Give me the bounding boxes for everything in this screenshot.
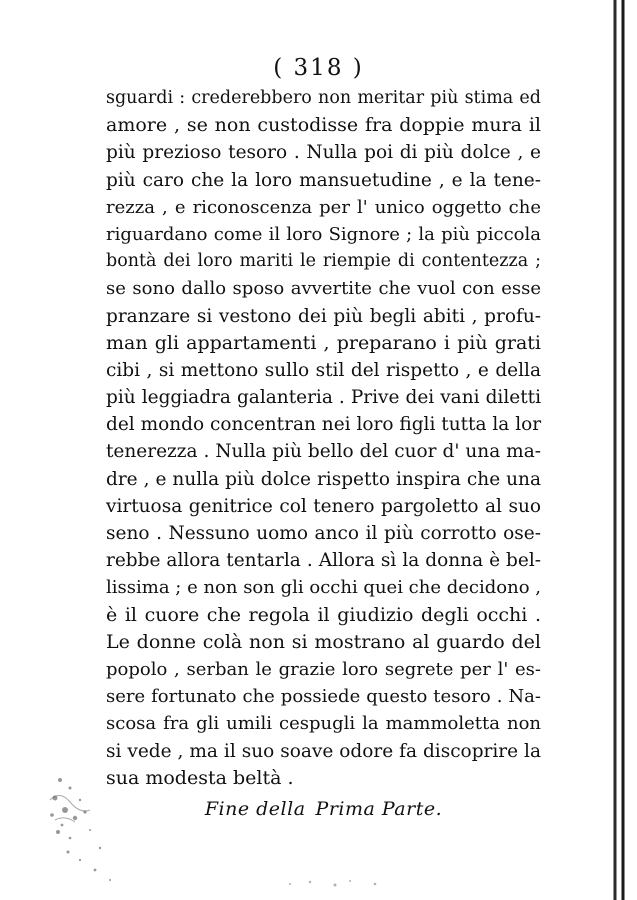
- text-line: rezza , e riconoscenza per l' unico oggetto che: [106, 196, 541, 218]
- text-line: sguardi : crederebbero non meritar più stima ed: [106, 88, 541, 108]
- text-line: amore , se non custodisse fra doppie mura il: [106, 114, 541, 137]
- text-line: pranzare si vestono dei più begli abiti , profu-: [106, 305, 541, 327]
- text-line: se sono dallo sposo avvertite che vuol con esse: [106, 278, 541, 300]
- text-line: bontà dei loro mariti le riempie di contentezza ;: [106, 251, 541, 272]
- text-line: scosa fra gli umili cespugli la mammoletta non: [106, 713, 541, 735]
- text-line: tenerezza . Nulla più bello del cuor d' una ma-: [106, 441, 541, 463]
- text-line: sua modesta beltà .: [106, 766, 294, 789]
- text-line: popolo , serban le grazie loro segrete per l' es-: [106, 658, 541, 680]
- text-line: del mondo concentran nei loro figli tutta la lor: [106, 414, 542, 436]
- ink-stain: [40, 760, 150, 890]
- text-line: lissima ; e non son gli occhi quei che decidono ,: [106, 577, 541, 599]
- text-line: è il cuore che regola il giudizio degli occhi .: [106, 603, 541, 626]
- text-line: più leggiadra galanteria . Prive dei vani diletti: [106, 387, 541, 409]
- text-line: cibi , si mettono sullo stil del rispetto , e della: [106, 359, 541, 381]
- body-text: [106, 85, 541, 792]
- text-line: seno . Nessuno uomo anco il più corrotto ose-: [106, 523, 541, 544]
- closing-part: Prima Parte.: [315, 798, 443, 820]
- text-line: si vede , ma il suo soave odore fa discoprire la: [106, 740, 541, 762]
- text-line: più prezioso tesoro . Nulla poi di più dolce , e: [106, 142, 541, 164]
- text-line: virtuosa genitrice col tenero pargoletto al suo: [106, 495, 541, 517]
- bottom-marks: [280, 872, 400, 892]
- text-line: man gli appartamenti , preparano i più grati: [106, 331, 541, 354]
- text-line: rebbe allora tentarla . Allora sì la donna è bel-: [106, 550, 541, 572]
- page-number: ( 318 ): [273, 55, 364, 81]
- text-line: dre , e nulla più dolce rispetto inspira che una: [106, 468, 541, 490]
- page-binding-edge: [607, 0, 637, 900]
- text-line: sere fortunato che possiede questo tesoro . Na-: [106, 686, 541, 708]
- closing-fine: Fine della: [204, 798, 306, 820]
- text-line: più caro che la loro mansuetudine , e la tene-: [106, 169, 541, 191]
- text-line: Le donne colà non si mostrano al guardo del: [106, 630, 541, 653]
- text-line: riguardano come il loro Signore ; la più piccola: [106, 223, 541, 245]
